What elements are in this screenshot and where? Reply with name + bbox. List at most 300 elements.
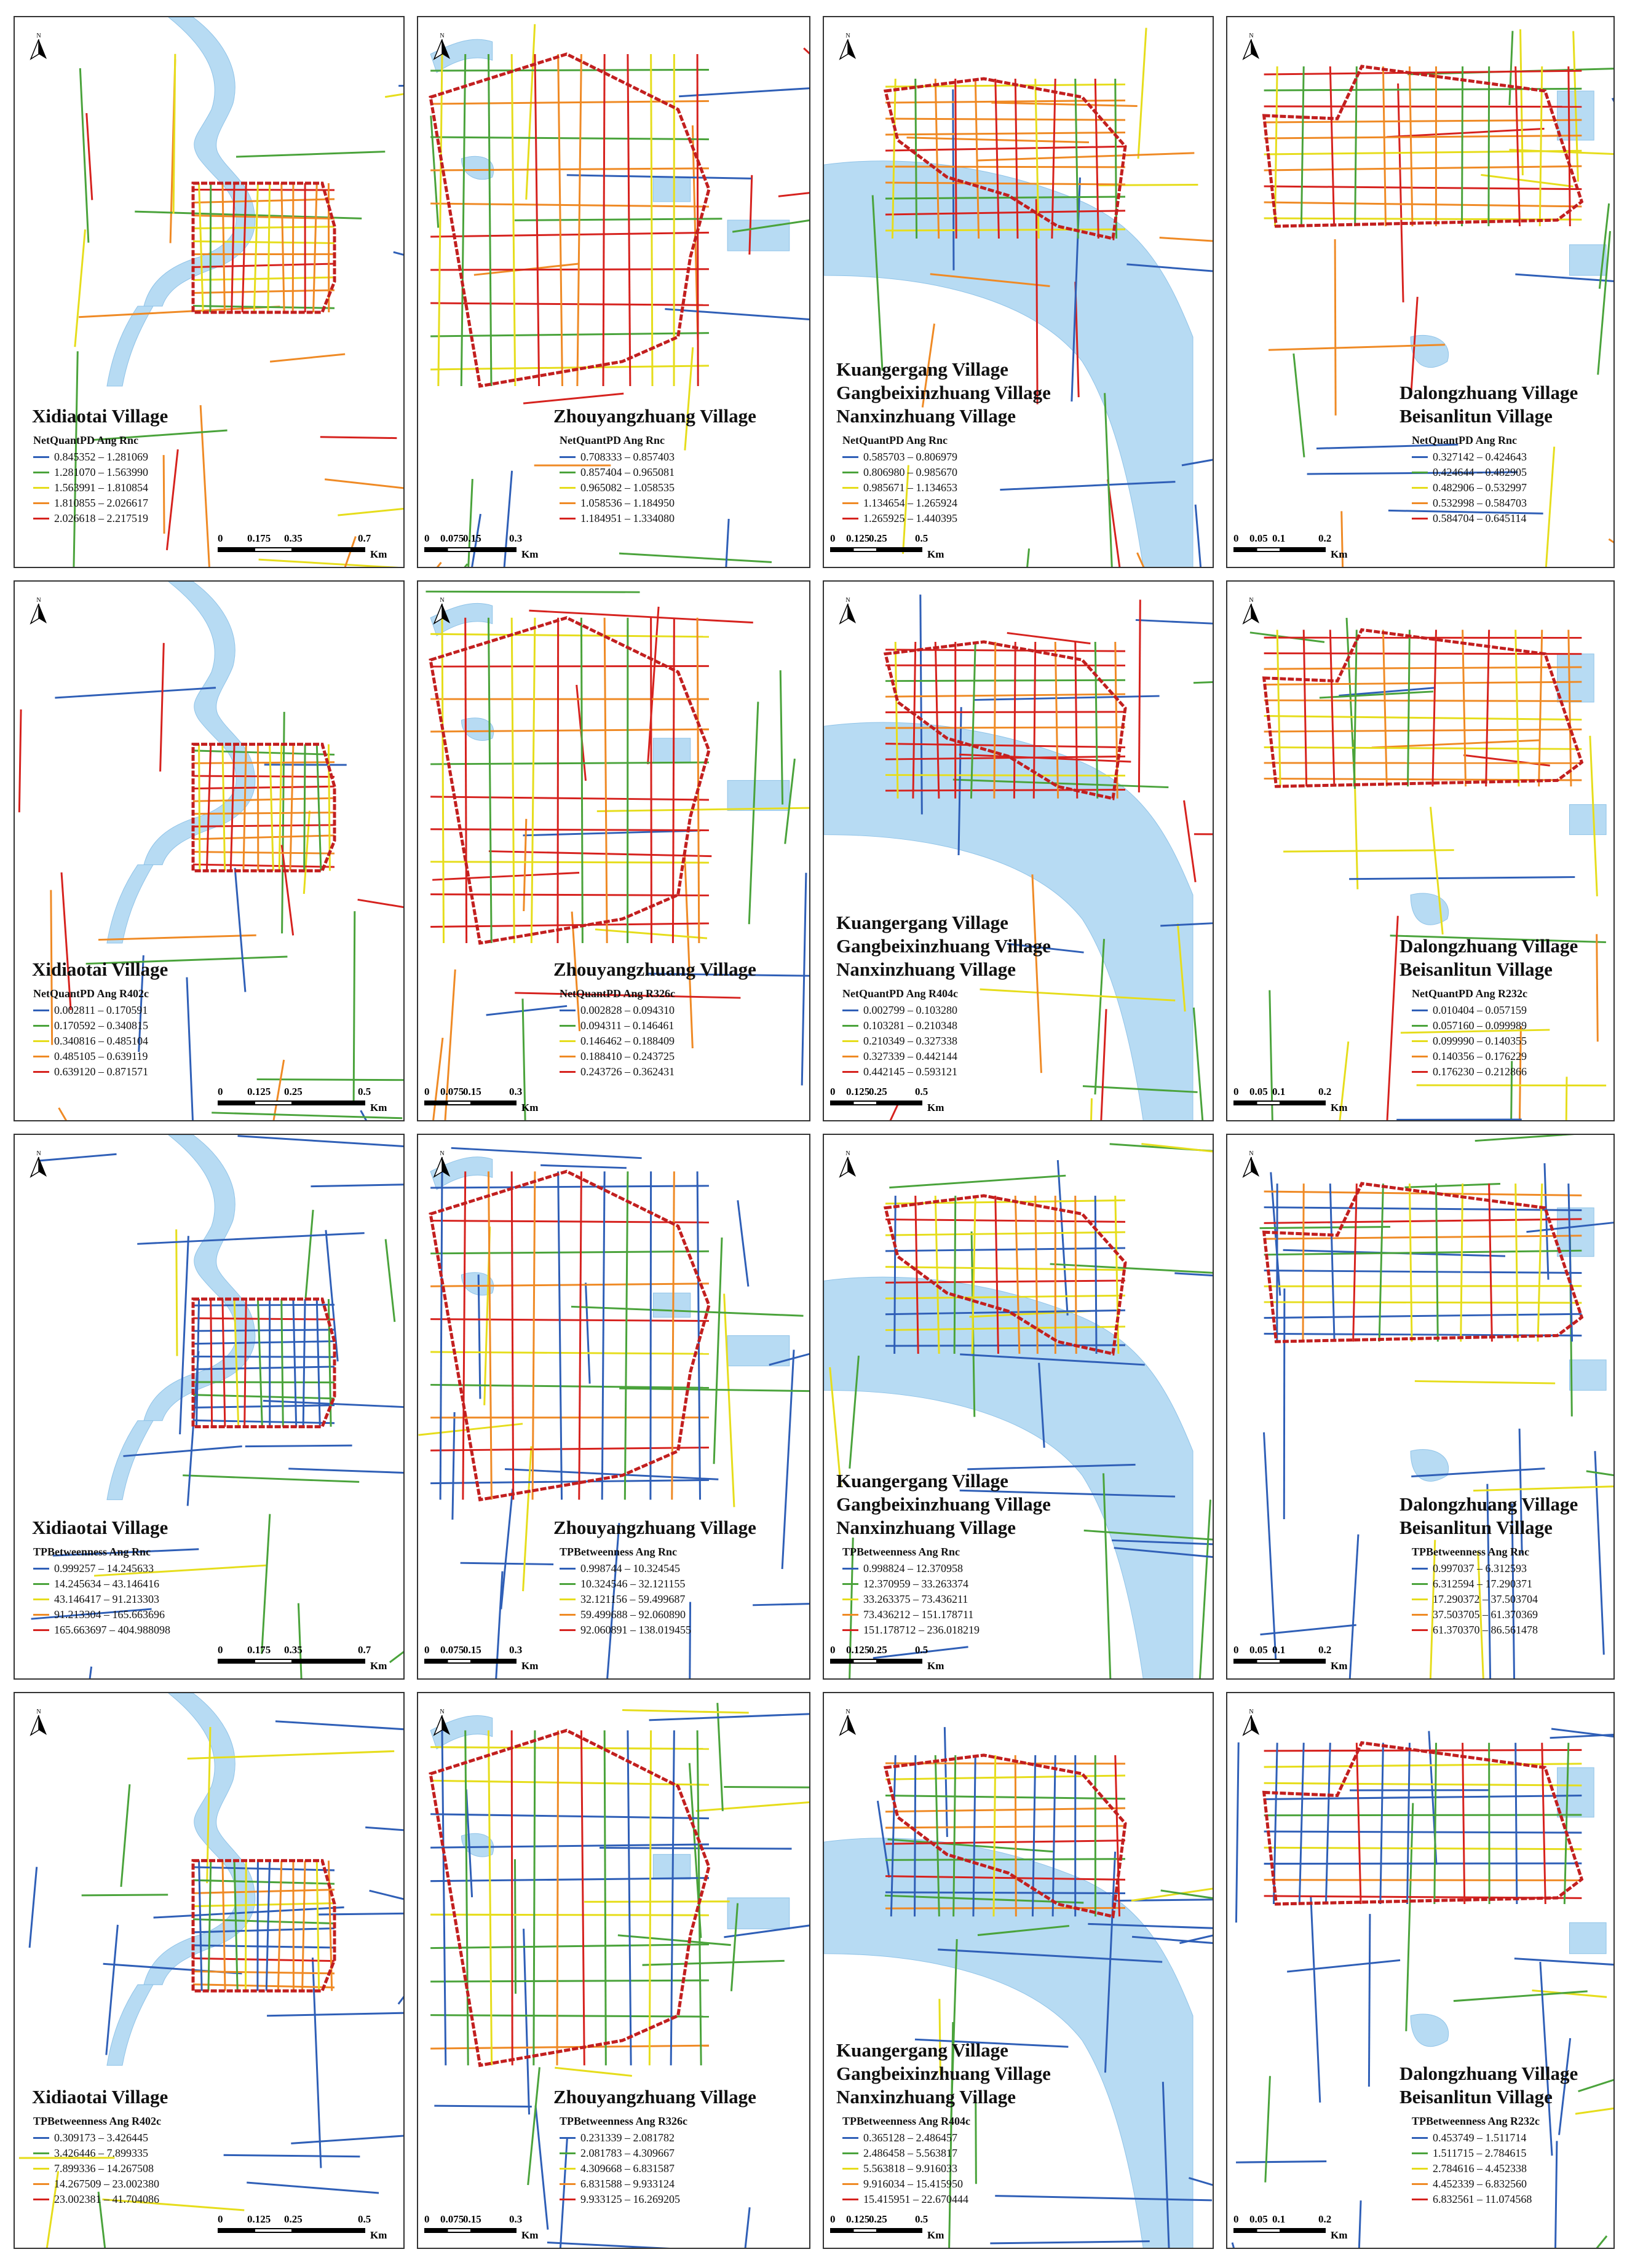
legend-class-5 bbox=[33, 1622, 170, 1638]
scale-tick-label: 0.125 bbox=[846, 532, 870, 544]
water-body bbox=[107, 865, 153, 943]
legend-class-4 bbox=[33, 1049, 149, 1064]
street-segment bbox=[684, 852, 692, 1049]
street-segment bbox=[245, 1860, 246, 1991]
legend-class-range: 61.370370 – 86.561478 bbox=[1433, 1624, 1538, 1636]
legend-class-1 bbox=[1412, 449, 1527, 465]
legend-swatch bbox=[560, 1025, 576, 1027]
map-legend bbox=[1412, 434, 1527, 526]
street-segment bbox=[1264, 151, 1582, 154]
village-title bbox=[836, 358, 1051, 428]
street-segment bbox=[430, 1480, 709, 1483]
village-title-line: Dalongzhuang Village bbox=[1399, 1493, 1578, 1515]
street-segment bbox=[259, 559, 405, 568]
street-segment bbox=[266, 1860, 269, 1991]
scale-unit: Km bbox=[927, 548, 944, 560]
svg-text:N: N bbox=[36, 1150, 41, 1157]
scale-tick-label: 0.5 bbox=[915, 1086, 928, 1097]
street-segment bbox=[804, 48, 810, 55]
street-segment bbox=[314, 183, 317, 312]
svg-text:N: N bbox=[36, 33, 41, 39]
street-segment bbox=[430, 1352, 709, 1354]
street-segment bbox=[90, 1667, 92, 1680]
street-segment bbox=[724, 1294, 734, 1507]
scale-tick-label: 0.3 bbox=[509, 532, 523, 544]
street-segment bbox=[1136, 620, 1214, 623]
north-arrow-icon bbox=[1241, 1148, 1262, 1179]
map-panel-dalongzhuang-1 bbox=[1226, 16, 1615, 568]
svg-text:N: N bbox=[440, 597, 445, 604]
water-body bbox=[1411, 893, 1449, 925]
scale-tick-label: 0.125 bbox=[247, 2213, 271, 2225]
legend-class-3 bbox=[560, 1033, 675, 1049]
legend-class-3 bbox=[842, 1592, 980, 1607]
street-segment bbox=[718, 1703, 723, 1811]
scale-tick-label: 0.15 bbox=[463, 1086, 481, 1097]
scale-tick-label: 0.2 bbox=[1318, 1644, 1332, 1656]
legend-class-1 bbox=[1412, 1561, 1538, 1576]
scale-bar bbox=[424, 1086, 547, 1113]
north-arrow-icon bbox=[432, 1148, 453, 1179]
legend-swatch bbox=[1412, 472, 1428, 473]
village-title bbox=[836, 911, 1051, 981]
street-segment bbox=[1462, 66, 1463, 226]
scale-bar-graphic bbox=[424, 547, 517, 552]
scale-tick-label: 0.15 bbox=[463, 532, 481, 544]
scale-tick-label: 0.125 bbox=[247, 1086, 271, 1097]
legend-class-range: 151.178712 – 236.018219 bbox=[863, 1624, 980, 1636]
legend-swatch bbox=[33, 518, 49, 520]
scale-unit: Km bbox=[370, 548, 387, 560]
village-title-line: Beisanlitun Village bbox=[1399, 405, 1553, 427]
village-title-line: Beisanlitun Village bbox=[1399, 958, 1553, 980]
street-segment bbox=[1264, 186, 1582, 189]
legend-swatch bbox=[1412, 1025, 1428, 1027]
map-legend bbox=[560, 2115, 687, 2207]
map-panel-dalongzhuang-4 bbox=[1226, 1692, 1615, 2249]
legend-class-range: 0.170592 – 0.340815 bbox=[54, 1019, 148, 1032]
street-segment bbox=[268, 183, 270, 312]
legend-class-3 bbox=[842, 2161, 970, 2176]
legend-swatch bbox=[560, 1629, 576, 1631]
street-segment bbox=[193, 762, 335, 764]
street-segment bbox=[679, 88, 810, 96]
legend-swatch bbox=[1412, 502, 1428, 504]
street-segment bbox=[430, 1747, 709, 1749]
legend-class-3 bbox=[1412, 2161, 1540, 2176]
street-segment bbox=[1264, 1432, 1275, 1661]
water-body bbox=[107, 1985, 153, 2065]
street-segment bbox=[193, 852, 335, 854]
street-segment bbox=[193, 1318, 335, 1319]
scale-unit: Km bbox=[370, 1660, 387, 1672]
legend-swatch bbox=[33, 1056, 49, 1057]
street-segment bbox=[1335, 239, 1336, 416]
street-segment bbox=[529, 610, 753, 622]
street-segment bbox=[193, 277, 335, 280]
legend-swatch bbox=[1412, 1071, 1428, 1073]
scale-bar bbox=[1233, 1086, 1356, 1113]
legend-swatch bbox=[842, 1614, 858, 1616]
street-segment bbox=[1545, 1163, 1548, 1279]
scale-unit: Km bbox=[1331, 1102, 1348, 1113]
legend-class-range: 0.340816 – 0.485104 bbox=[54, 1035, 148, 1047]
street-segment bbox=[187, 978, 193, 1121]
legend-swatch bbox=[842, 502, 858, 504]
street-segment bbox=[394, 252, 405, 255]
scale-bar bbox=[424, 532, 547, 559]
street-segment bbox=[1546, 447, 1554, 568]
legend-swatch bbox=[842, 1071, 858, 1073]
street-segment bbox=[885, 146, 1125, 151]
street-segment bbox=[1174, 1273, 1214, 1276]
legend-swatch bbox=[560, 456, 576, 458]
street-segment bbox=[176, 1230, 177, 1356]
map-legend bbox=[33, 434, 148, 526]
legend-class-1 bbox=[1412, 2130, 1540, 2146]
legend-class-2 bbox=[560, 1576, 691, 1592]
legend-swatch bbox=[842, 2183, 858, 2185]
legend-swatch bbox=[1412, 1629, 1428, 1631]
map-panel-xidiaotai-1 bbox=[14, 16, 405, 568]
scale-unit: Km bbox=[370, 1102, 387, 1113]
village-title-line: Kuangergang Village bbox=[836, 1470, 1008, 1492]
street-segment bbox=[180, 1236, 189, 1434]
legend-swatch bbox=[842, 1040, 858, 1042]
legend-class-range: 0.806980 – 0.985670 bbox=[863, 466, 957, 478]
village-title-line: Nanxinzhuang Village bbox=[836, 958, 1016, 980]
street-segment bbox=[885, 1232, 1125, 1235]
legend-title: NetQuantPD Ang R326c bbox=[560, 987, 675, 1000]
village-title bbox=[32, 405, 168, 428]
street-segment bbox=[954, 1196, 956, 1354]
legend-class-range: 0.002799 – 0.103280 bbox=[863, 1004, 957, 1016]
water-body bbox=[144, 17, 255, 306]
legend-swatch bbox=[842, 487, 858, 489]
village-title-line: Zhouyangzhuang Village bbox=[553, 958, 756, 980]
village-title bbox=[32, 1516, 168, 1539]
street-segment bbox=[489, 851, 711, 856]
street-segment bbox=[602, 1171, 604, 1499]
street-segment bbox=[1489, 1743, 1490, 1904]
street-segment bbox=[55, 688, 216, 698]
scale-tick-label: 0.3 bbox=[509, 1086, 523, 1097]
legend-class-2 bbox=[842, 2146, 970, 2161]
village-title-line: Gangbeixinzhuang Village bbox=[836, 1493, 1051, 1515]
scale-tick-label: 0.3 bbox=[509, 1644, 523, 1656]
legend-class-range: 0.482906 – 0.532997 bbox=[1433, 481, 1527, 494]
street-segment bbox=[1264, 1831, 1582, 1833]
street-segment bbox=[430, 203, 709, 207]
legend-class-2 bbox=[1412, 465, 1527, 480]
street-segment bbox=[183, 1476, 359, 1482]
legend-class-2 bbox=[33, 465, 148, 480]
legend-class-range: 2.026618 – 2.217519 bbox=[54, 512, 148, 524]
map-legend bbox=[842, 434, 957, 526]
legend-class-4 bbox=[560, 1607, 691, 1622]
north-arrow-icon bbox=[837, 595, 858, 626]
street-segment bbox=[649, 1714, 810, 1720]
legend-title: NetQuantPD Ang R232c bbox=[1412, 987, 1527, 1000]
legend-class-4 bbox=[560, 2176, 687, 2192]
street-segment bbox=[885, 775, 1125, 776]
street-segment bbox=[1586, 1471, 1615, 1476]
scale-bar-graphic bbox=[830, 2228, 922, 2233]
scale-bar-graphic bbox=[1233, 2228, 1326, 2233]
street-segment bbox=[1264, 1863, 1582, 1864]
scale-bar-graphic bbox=[424, 1100, 517, 1105]
scale-bar bbox=[424, 2213, 547, 2240]
street-segment bbox=[501, 1488, 513, 1609]
street-segment bbox=[199, 745, 200, 871]
legend-swatch bbox=[560, 2152, 576, 2154]
street-segment bbox=[745, 2207, 750, 2249]
north-arrow-icon bbox=[837, 31, 858, 61]
village-title-line: Kuangergang Village bbox=[836, 2039, 1008, 2061]
street-segment bbox=[547, 2243, 739, 2249]
street-segment bbox=[619, 553, 772, 562]
water-body bbox=[653, 738, 690, 762]
legend-class-range: 32.121156 – 59.499687 bbox=[580, 1593, 686, 1605]
legend-class-range: 0.188410 – 0.243725 bbox=[580, 1050, 675, 1062]
street-segment bbox=[697, 1171, 700, 1499]
legend-swatch bbox=[1412, 487, 1428, 489]
legend-class-range: 4.452339 – 6.832560 bbox=[1433, 2178, 1527, 2190]
scale-tick-label: 0.25 bbox=[869, 1644, 887, 1656]
legend-swatch bbox=[842, 1025, 858, 1027]
legend-class-2 bbox=[33, 2146, 161, 2161]
legend-swatch bbox=[33, 1025, 49, 1027]
scale-bar bbox=[830, 532, 953, 559]
legend-swatch bbox=[842, 456, 858, 458]
legend-class-range: 0.176230 – 0.212866 bbox=[1433, 1065, 1527, 1078]
street-segment bbox=[1461, 1183, 1463, 1341]
village-title bbox=[32, 2085, 168, 2109]
street-segment bbox=[173, 54, 175, 214]
legend-title: TPBetweenness Ang R326c bbox=[560, 2115, 687, 2127]
street-segment bbox=[523, 393, 623, 403]
legend-class-5 bbox=[842, 511, 957, 526]
legend-swatch bbox=[842, 1568, 858, 1570]
street-segment bbox=[1264, 1219, 1582, 1223]
svg-text:N: N bbox=[440, 1150, 445, 1157]
legend-class-range: 14.267509 – 23.002380 bbox=[54, 2178, 159, 2190]
street-segment bbox=[604, 1731, 606, 2066]
water-body bbox=[1411, 2014, 1449, 2047]
street-segment bbox=[224, 2155, 360, 2156]
street-segment bbox=[1264, 1795, 1582, 1799]
street-segment bbox=[430, 232, 709, 237]
scale-bar bbox=[830, 2213, 953, 2240]
legend-class-2 bbox=[560, 1018, 675, 1033]
scale-bar bbox=[1233, 2213, 1356, 2240]
legend-class-2 bbox=[842, 465, 957, 480]
street-segment bbox=[354, 911, 355, 1102]
legend-class-3 bbox=[560, 2161, 687, 2176]
scale-bar-graphic bbox=[830, 1100, 922, 1105]
village-title-line: Xidiaotai Village bbox=[32, 2086, 168, 2108]
legend-swatch bbox=[33, 1598, 49, 1600]
street-segment bbox=[160, 643, 164, 772]
scale-unit: Km bbox=[927, 2229, 944, 2241]
street-segment bbox=[1612, 98, 1615, 105]
street-segment bbox=[193, 751, 335, 755]
street-segment bbox=[889, 1175, 1066, 1187]
map-legend bbox=[560, 434, 675, 526]
street-segment bbox=[1514, 1959, 1615, 1965]
map-panel-xidiaotai-2 bbox=[14, 580, 405, 1121]
village-title-line: Zhouyangzhuang Village bbox=[553, 405, 756, 427]
water-body bbox=[1411, 335, 1449, 367]
street-segment bbox=[1260, 1227, 1390, 1228]
scale-bar bbox=[424, 1644, 547, 1671]
legend-swatch bbox=[560, 518, 576, 520]
street-segment bbox=[317, 1860, 319, 1991]
map-panel-dalongzhuang-3 bbox=[1226, 1134, 1615, 1680]
scale-tick-label: 0.25 bbox=[284, 1086, 303, 1097]
svg-text:N: N bbox=[845, 33, 850, 39]
svg-text:N: N bbox=[845, 1709, 850, 1715]
legend-class-4 bbox=[842, 496, 957, 511]
legend-swatch bbox=[560, 487, 576, 489]
street-segment bbox=[193, 190, 335, 191]
village-title-line: Xidiaotai Village bbox=[32, 1517, 168, 1538]
scale-tick-label: 0.25 bbox=[869, 532, 887, 544]
legend-class-5 bbox=[33, 511, 148, 526]
street-segment bbox=[1379, 1183, 1383, 1341]
legend-class-range: 1.058536 – 1.184950 bbox=[580, 497, 675, 509]
legend-class-3 bbox=[1412, 1592, 1538, 1607]
scale-unit: Km bbox=[927, 1660, 944, 1672]
scale-tick-label: 0 bbox=[830, 1644, 836, 1656]
legend-swatch bbox=[842, 2137, 858, 2139]
street-segment bbox=[358, 899, 405, 907]
street-segment bbox=[1387, 916, 1398, 1121]
street-segment bbox=[79, 307, 280, 317]
legend-class-range: 2.784616 – 4.452338 bbox=[1433, 2162, 1527, 2175]
map-legend bbox=[1412, 1546, 1538, 1638]
map-legend bbox=[33, 2115, 161, 2207]
map-panel-zhouyangzhuang-1 bbox=[417, 16, 810, 568]
legend-class-range: 2.081783 – 4.309667 bbox=[580, 2147, 675, 2159]
street-segment bbox=[1160, 238, 1214, 242]
scale-bar bbox=[1233, 1644, 1356, 1671]
legend-class-4 bbox=[33, 1607, 170, 1622]
scale-bar-graphic bbox=[218, 1100, 365, 1105]
scale-unit: Km bbox=[370, 2229, 387, 2241]
street-segment bbox=[524, 1929, 529, 2114]
legend-class-2 bbox=[560, 465, 675, 480]
street-segment bbox=[1058, 1160, 1067, 1316]
legend-class-range: 0.453749 – 1.511714 bbox=[1433, 2132, 1527, 2144]
water-body bbox=[107, 306, 153, 386]
street-segment bbox=[526, 24, 535, 199]
scale-tick-label: 0 bbox=[218, 1086, 223, 1097]
legend-class-range: 0.243726 – 0.362431 bbox=[580, 1065, 675, 1078]
street-segment bbox=[193, 1945, 335, 1948]
legend-class-range: 0.057160 – 0.099989 bbox=[1433, 1019, 1527, 1032]
legend-title: NetQuantPD Ang Rnc bbox=[842, 434, 948, 446]
street-segment bbox=[193, 836, 335, 839]
scale-tick-label: 0.15 bbox=[463, 2213, 481, 2225]
street-segment bbox=[278, 1860, 281, 1991]
street-segment bbox=[978, 153, 1194, 160]
street-segment bbox=[1575, 2108, 1615, 2114]
street-segment bbox=[210, 183, 211, 312]
scale-tick-label: 0 bbox=[1233, 532, 1239, 544]
village-title bbox=[836, 2039, 1051, 2109]
legend-class-range: 0.210349 – 0.327338 bbox=[863, 1035, 957, 1047]
scale-tick-label: 0.075 bbox=[440, 1644, 464, 1656]
legend-class-1 bbox=[33, 1561, 170, 1576]
street-segment bbox=[557, 1731, 558, 2066]
legend-swatch bbox=[560, 1583, 576, 1585]
street-segment bbox=[1516, 66, 1520, 226]
legend-class-range: 0.424644 – 0.482905 bbox=[1433, 466, 1527, 478]
scale-unit: Km bbox=[521, 548, 539, 560]
legend-class-2 bbox=[33, 1018, 149, 1033]
street-segment bbox=[238, 1136, 405, 1147]
legend-class-range: 0.708333 – 0.857403 bbox=[580, 451, 675, 463]
svg-text:N: N bbox=[36, 597, 41, 604]
legend-class-4 bbox=[842, 1607, 980, 1622]
legend-swatch bbox=[560, 2183, 576, 2185]
map-panel-kuangergang-3 bbox=[823, 1134, 1214, 1680]
legend-title: TPBetweenness Ang Rnc bbox=[33, 1546, 151, 1558]
street-segment bbox=[990, 2242, 1149, 2243]
street-segment bbox=[436, 563, 441, 568]
village-title-line: Beisanlitun Village bbox=[1399, 1517, 1553, 1538]
north-arrow-icon bbox=[28, 595, 49, 626]
street-segment bbox=[236, 152, 385, 157]
scale-tick-label: 0 bbox=[424, 1644, 430, 1656]
street-segment bbox=[430, 1186, 709, 1188]
street-segment bbox=[1194, 1008, 1203, 1121]
legend-swatch bbox=[560, 1071, 576, 1073]
street-segment bbox=[291, 2136, 405, 2144]
legend-class-2 bbox=[33, 1576, 170, 1592]
street-segment bbox=[137, 1233, 364, 1244]
legend-class-range: 9.933125 – 16.269205 bbox=[580, 2193, 680, 2205]
street-segment bbox=[628, 1731, 631, 2066]
street-segment bbox=[430, 829, 709, 831]
legend-class-range: 23.002381 – 41.704086 bbox=[54, 2193, 159, 2205]
scale-tick-label: 0 bbox=[424, 2213, 430, 2225]
legend-class-4 bbox=[842, 1049, 958, 1064]
legend-swatch bbox=[560, 2137, 576, 2139]
street-segment bbox=[649, 1731, 651, 2066]
scale-tick-label: 0 bbox=[1233, 1644, 1239, 1656]
legend-swatch bbox=[33, 2137, 49, 2139]
scale-tick-label: 0.125 bbox=[846, 1644, 870, 1656]
legend-class-2 bbox=[560, 2146, 687, 2161]
legend-swatch bbox=[842, 1598, 858, 1600]
legend-swatch bbox=[33, 472, 49, 473]
street-segment bbox=[540, 1165, 627, 1168]
street-segment bbox=[1516, 1183, 1518, 1341]
street-segment bbox=[193, 798, 335, 801]
street-segment bbox=[320, 437, 397, 438]
street-segment bbox=[193, 1880, 335, 1884]
scale-unit: Km bbox=[927, 1102, 944, 1113]
village-title-line: Kuangergang Village bbox=[836, 912, 1008, 933]
scale-bar-graphic bbox=[218, 547, 365, 552]
street-segment bbox=[802, 873, 806, 1086]
street-segment bbox=[1555, 2141, 1556, 2249]
street-segment bbox=[1463, 755, 1550, 765]
scale-tick-label: 0 bbox=[830, 2213, 836, 2225]
legend-swatch bbox=[1412, 2183, 1428, 2185]
